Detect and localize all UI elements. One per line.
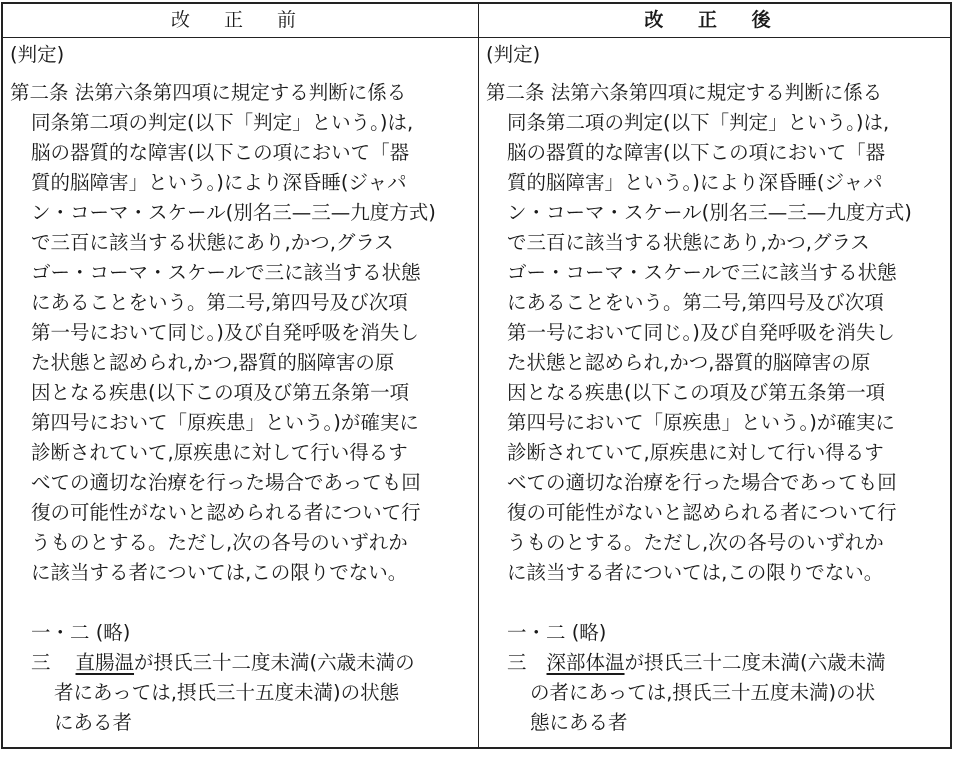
article-line: 因となる疾患(以下この項及び第五条第一項 xyxy=(31,381,410,404)
article-line: 質的脳障害」という。)により深昏睡(ジャパ xyxy=(31,171,407,194)
article-line: べての適切な治療を行った場合であっても回 xyxy=(31,471,421,494)
article-line: 診断されていて,原疾患に対して行い得るす xyxy=(507,441,884,464)
item-3-line xyxy=(31,648,415,678)
article-line: に該当する者については,この限りでない。 xyxy=(507,561,884,584)
article-line: 診断されていて,原疾患に対して行い得るす xyxy=(31,441,408,464)
article-line: 同条第二項の判定(以下「判定」という。)は, xyxy=(31,111,414,134)
header-divider xyxy=(3,37,950,38)
article-line: 因となる疾患(以下この項及び第五条第一項 xyxy=(507,381,886,404)
column-divider xyxy=(478,4,479,747)
item-3-text: が摂氏三十二度未満(六歳未満 xyxy=(624,651,886,674)
article-line: 脳の器質的な障害(以下この項において「器 xyxy=(507,141,886,164)
article-line: ン・コーマ・スケール(別名三—三—九度方式) xyxy=(507,201,912,224)
article-line: 質的脳障害」という。)により深昏睡(ジャパ xyxy=(507,171,883,194)
item-3-continuation: の者にあっては,摂氏三十五度未満)の状 xyxy=(530,681,876,704)
article-line: 脳の器質的な障害(以下この項において「器 xyxy=(31,141,410,164)
item-3-marker: 三 xyxy=(507,651,527,674)
item-3-continuation: 者にあっては,摂氏三十五度未満)の状態 xyxy=(54,681,400,704)
header-before: 改 正 前 xyxy=(170,9,311,31)
article-line: 第一号において同じ。)及び自発呼吸を消失し xyxy=(507,321,895,344)
article-line: で三百に該当する状態にあり,かつ,グラス xyxy=(507,231,870,254)
article-line: 第四号において「原疾患」という。)が確実に xyxy=(31,411,419,434)
item-3-underlined-term: 直腸温 xyxy=(75,651,135,674)
item-3-continuation: にある者 xyxy=(54,711,133,734)
article-line: ゴー・コーマ・スケールで三に該当する状態 xyxy=(31,261,421,284)
item-1-2-line: 一・二 (略) xyxy=(31,621,131,644)
article-line: で三百に該当する状態にあり,かつ,グラス xyxy=(31,231,394,254)
header-after: 改 正 後 xyxy=(644,9,785,31)
item-3-underlined-term: 深部体温 xyxy=(546,651,625,674)
item-3-marker: 三 xyxy=(31,651,51,674)
article-line: 第二条 法第六条第四項に規定する判断に係る xyxy=(10,81,407,104)
article-line: べての適切な治療を行った場合であっても回 xyxy=(507,471,897,494)
article-line: ン・コーマ・スケール(別名三—三—九度方式) xyxy=(31,201,436,224)
article-line: た状態と認められ,かつ,器質的脳障害の原 xyxy=(31,351,395,374)
article-line: 復の可能性がないと認められる者について行 xyxy=(31,501,421,524)
article-line: にあることをいう。第二号,第四号及び次項 xyxy=(31,291,408,314)
article-line: にあることをいう。第二号,第四号及び次項 xyxy=(507,291,884,314)
item-3-line xyxy=(507,648,886,678)
article-line: 第四号において「原疾患」という。)が確実に xyxy=(507,411,895,434)
article-line: うものとする。ただし,次の各号のいずれか xyxy=(507,531,884,554)
article-line: た状態と認められ,かつ,器質的脳障害の原 xyxy=(507,351,871,374)
article-line: 復の可能性がないと認められる者について行 xyxy=(507,501,897,524)
item-1-2-line: 一・二 (略) xyxy=(507,621,607,644)
item-3-continuation: 態にある者 xyxy=(530,711,628,734)
heading-line: (判定) xyxy=(10,43,65,66)
item-3-text: が摂氏三十二度未満(六歳未満の xyxy=(134,651,415,674)
article-line: 第二条 法第六条第四項に規定する判断に係る xyxy=(486,81,883,104)
article-line: に該当する者については,この限りでない。 xyxy=(31,561,408,584)
article-line: 同条第二項の判定(以下「判定」という。)は, xyxy=(507,111,890,134)
article-line: 第一号において同じ。)及び自発呼吸を消失し xyxy=(31,321,419,344)
article-line: うものとする。ただし,次の各号のいずれか xyxy=(31,531,408,554)
article-line: ゴー・コーマ・スケールで三に該当する状態 xyxy=(507,261,897,284)
heading-line: (判定) xyxy=(486,43,541,66)
